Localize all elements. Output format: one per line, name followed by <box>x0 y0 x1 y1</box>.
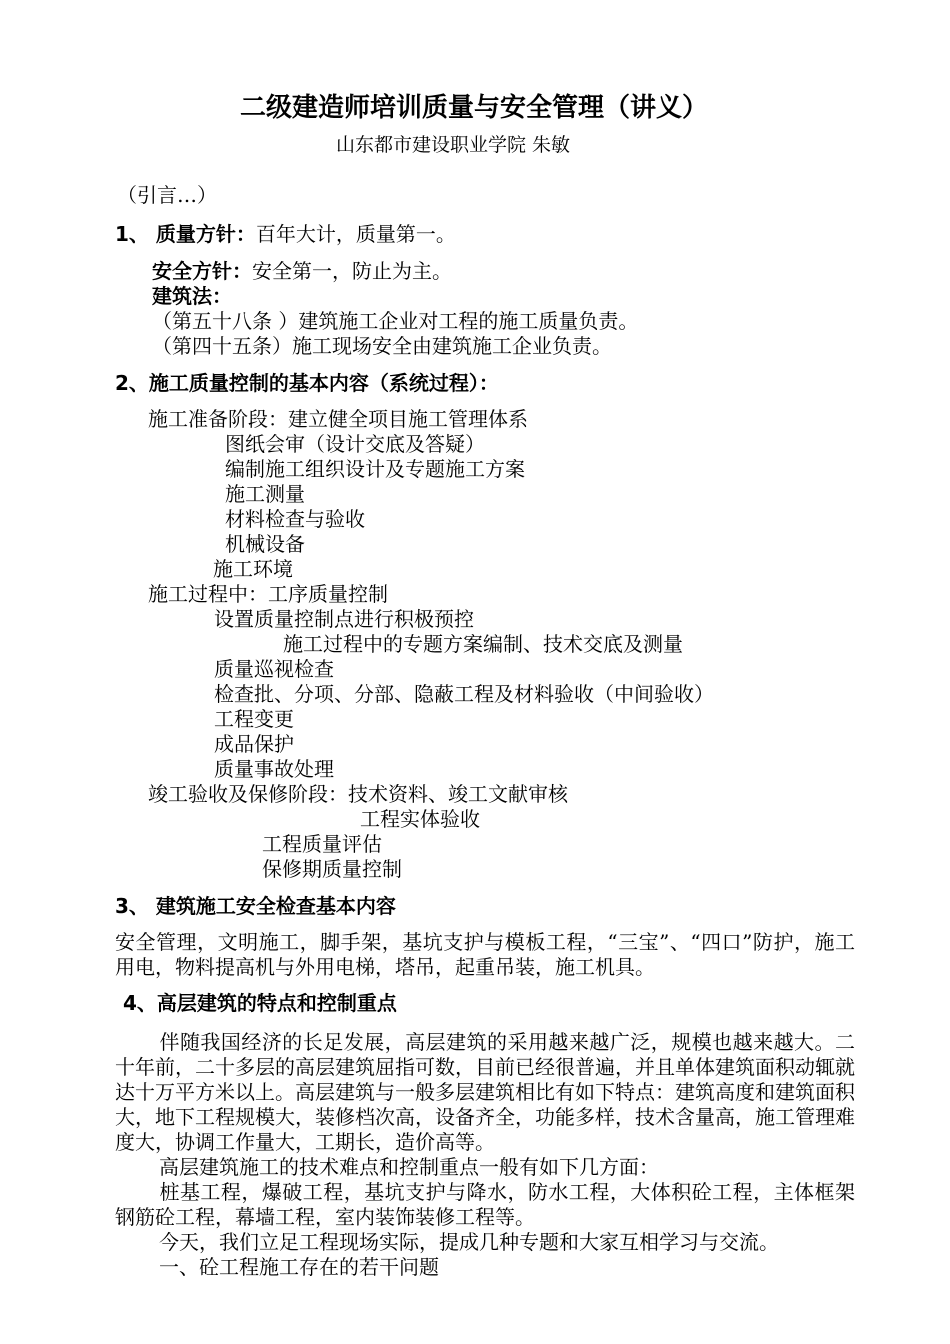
s2-line: 设置质量控制点进行积极预控 <box>214 607 474 631</box>
s2-line: 施工过程中的专题方案编制、技术交底及测量 <box>283 632 683 656</box>
section-4-paragraph-5 <box>115 1255 855 1280</box>
s2-line: 工程质量评估 <box>262 832 382 856</box>
section-2-heading: 2、施工质量控制的基本内容（系统过程）： <box>115 371 499 395</box>
s2-line: 检查批、分项、分部、隐蔽工程及材料验收（中间验收） <box>214 682 714 706</box>
s2-line: 施工测量 <box>225 482 305 506</box>
safety-policy-text: 安全第一，防止为主。 <box>252 259 452 283</box>
s2-line: 保修期质量控制 <box>262 857 402 881</box>
s2-line: 编制施工组织设计及专题施工方案 <box>225 457 525 481</box>
safety-policy <box>152 259 452 284</box>
section-1-title: 1、 质量方针： <box>115 222 256 246</box>
safety-policy-label: 安全方针： <box>152 259 252 283</box>
section-4-paragraph-2 <box>115 1155 855 1180</box>
law-article-45: （第四十五条）施工现场安全由建筑施工企业负责。 <box>152 334 612 358</box>
s2-line: 机械设备 <box>225 532 305 556</box>
intro-text: （引言…） <box>117 183 217 207</box>
s2-line: 成品保护 <box>214 732 294 756</box>
section-3-heading: 3、 建筑施工安全检查基本内容 <box>115 894 396 918</box>
paragraph-text: 今天，我们立足工程现场实际，提成几种专题和大家互相学习与交流。 <box>159 1230 779 1254</box>
section-4-paragraph-1 <box>115 1030 855 1155</box>
law-label: 建筑法： <box>152 284 232 308</box>
document-subtitle: 山东都市建设职业学院 朱敏 <box>336 134 571 156</box>
s2-line: 材料检查与验收 <box>225 507 365 531</box>
s2-line: 竣工验收及保修阶段：技术资料、竣工文献审核 <box>148 782 568 806</box>
s2-line: 质量巡视检查 <box>214 657 334 681</box>
s2-line: 施工环境 <box>213 557 293 581</box>
section-1-text: 百年大计，质量第一。 <box>255 222 456 246</box>
s2-line: 施工过程中：工序质量控制 <box>148 582 388 606</box>
paragraph-text: 一、砼工程施工存在的若干问题 <box>159 1255 439 1279</box>
section-1-heading <box>115 222 456 247</box>
paragraph-text: 桩基工程，爆破工程，基坑支护与降水，防水工程，大体积砼工程，主体框架钢筋砼工程，幕墙工程，室内装饰装修工程等。 <box>115 1180 855 1229</box>
paragraph-text: 伴随我国经济的长足发展，高层建筑的采用越来越广泛，规模也越来越大。二十年前，二十多层的高层建筑屈指可数，目前已经很普遍，并且单体建筑面积动辄就达十万平方米以上。高层建筑与一般多层建筑相比有如下特点：建筑高度和建筑面积大，地下工程规模大，装修档次高，设备齐全，功能多样，技术含量高，施工管理难度大，协调工作量大，工期长，造价高等。 <box>115 1030 855 1154</box>
section-3-body: 安全管理，文明施工，脚手架，基坑支护与模板工程，“三宝”、“四口”防护，施工用电，物料提高机与外用电梯，塔吊，起重吊装，施工机具。 <box>115 930 855 979</box>
s2-line: 工程变更 <box>214 707 294 731</box>
s2-line: 施工准备阶段：建立健全项目施工管理体系 <box>148 407 528 431</box>
section-4-paragraph-3 <box>115 1180 855 1230</box>
law-article-58: （第五十八条 ）建筑施工企业对工程的施工质量负责。 <box>152 309 639 333</box>
document-title: 二级建造师培训质量与安全管理（讲义） <box>240 93 709 123</box>
s2-line: 质量事故处理 <box>214 757 334 781</box>
s2-line: 图纸会审（设计交底及答疑） <box>225 432 485 456</box>
section-4-paragraph-4 <box>115 1230 855 1255</box>
paragraph-text: 高层建筑施工的技术难点和控制重点一般有如下几方面： <box>159 1155 659 1179</box>
s2-line: 工程实体验收 <box>360 807 480 831</box>
section-4-heading: 4、高层建筑的特点和控制重点 <box>123 991 397 1015</box>
